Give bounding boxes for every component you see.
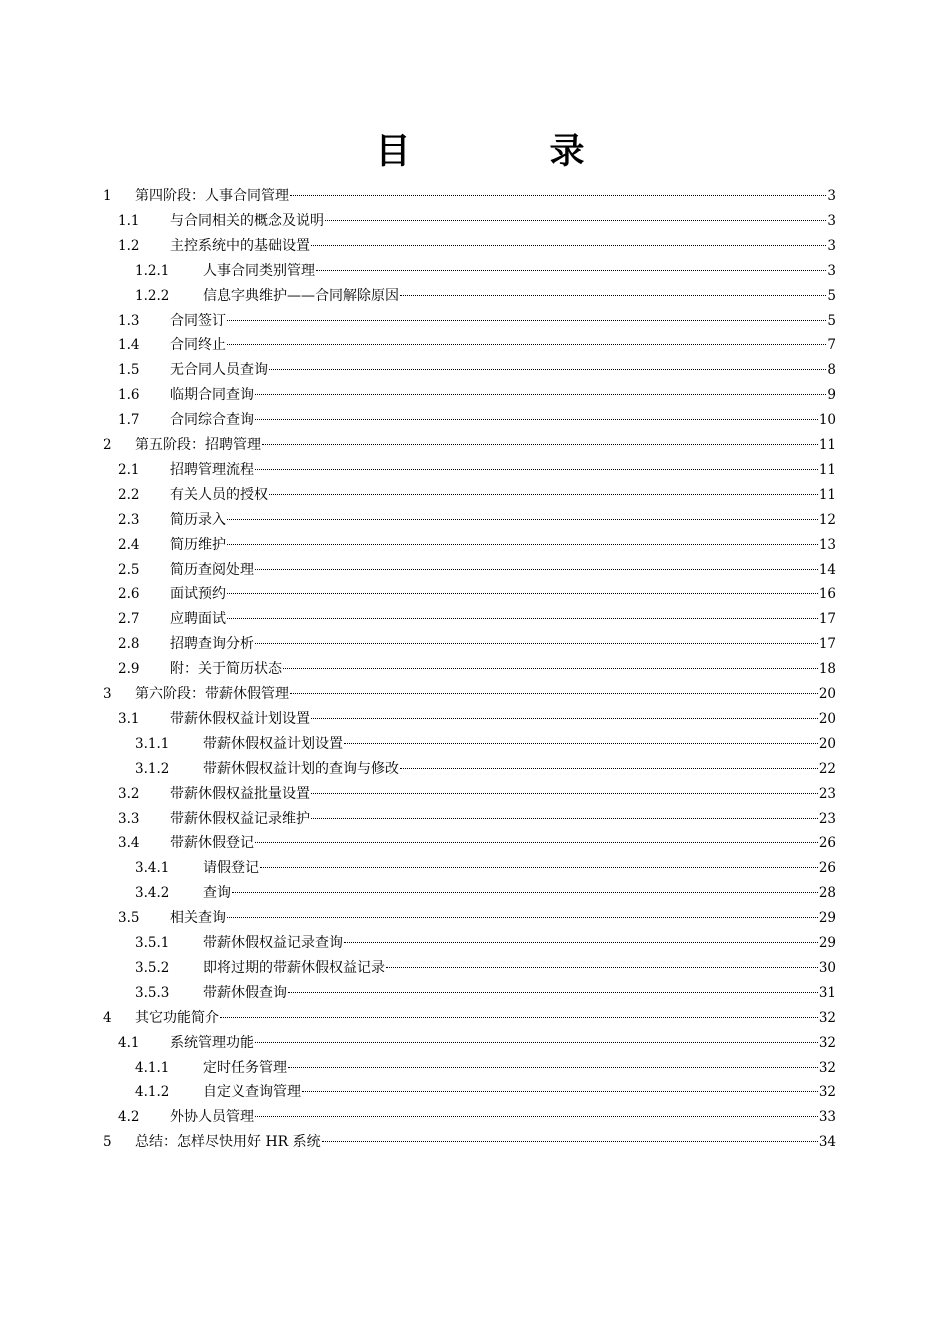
dot-leader <box>227 917 818 918</box>
toc-entry-number: 1.3 <box>118 312 140 329</box>
toc-entry-title[interactable]: 自定义查询管理 <box>203 1084 301 1101</box>
toc-entry-row <box>170 607 836 632</box>
toc-entry-number: 3.5.3 <box>135 984 170 1001</box>
toc-entry-number: 2.7 <box>118 611 140 628</box>
toc-entry-row <box>170 533 836 558</box>
toc-entry[interactable] <box>0 906 950 931</box>
toc-entry-row <box>203 956 836 981</box>
toc-entry-page-number: 22 <box>818 760 836 777</box>
toc-entry-row <box>170 358 836 383</box>
toc-entry-title[interactable]: 请假登记 <box>203 860 259 877</box>
toc-entry-page-number: 17 <box>818 636 836 653</box>
dot-leader <box>227 618 818 619</box>
dot-leader <box>302 1091 818 1092</box>
toc-entry-number: 1.6 <box>118 387 140 404</box>
dot-leader <box>311 793 818 794</box>
toc-entry-title[interactable]: 带薪休假权益计划设置 <box>203 735 343 752</box>
toc-entry-title[interactable]: 主控系统中的基础设置 <box>170 237 310 254</box>
dot-leader <box>255 394 826 395</box>
toc-entry-row <box>170 483 836 508</box>
toc-entry-page-number: 3 <box>827 262 836 279</box>
toc-entry-page-number: 16 <box>818 586 836 603</box>
toc-entry-page-number: 8 <box>827 362 836 379</box>
toc-entry-page-number: 3 <box>827 188 836 204</box>
toc-entry-page-number: 29 <box>818 910 836 927</box>
toc-entry[interactable] <box>0 657 950 682</box>
toc-entry-page-number: 32 <box>818 1034 836 1051</box>
toc-entry-page-number: 20 <box>818 686 836 702</box>
dot-leader <box>311 718 818 719</box>
toc-entry-title[interactable]: 第四阶段：人事合同管理 <box>135 188 289 204</box>
toc-entry-row <box>203 931 836 956</box>
dot-leader <box>283 668 818 669</box>
toc-entry-number: 2.8 <box>118 636 140 653</box>
toc-entry[interactable] <box>0 1031 950 1056</box>
dot-leader <box>322 1141 818 1142</box>
toc-entry[interactable] <box>0 607 950 632</box>
toc-entry-row <box>170 309 836 334</box>
toc-entry-row <box>135 1130 836 1155</box>
toc-entry-number: 1.2.2 <box>135 287 170 304</box>
toc-entry-page-number: 5 <box>827 312 836 329</box>
toc-entry[interactable] <box>0 981 950 1006</box>
toc-entry-title[interactable]: 定时任务管理 <box>203 1059 287 1076</box>
toc-entry-number: 4.2 <box>118 1109 140 1126</box>
toc-entry-number: 3.5.1 <box>135 935 170 951</box>
toc-entry-number: 2.4 <box>118 536 140 553</box>
toc-entry[interactable] <box>0 707 950 732</box>
toc-entry-number: 1.7 <box>118 412 140 429</box>
toc-entry-title[interactable]: 其它功能简介 <box>135 1009 219 1026</box>
toc-entry[interactable] <box>0 881 950 906</box>
toc-entry-page-number: 26 <box>818 835 836 852</box>
toc-entry[interactable] <box>0 358 950 383</box>
toc-entry-number: 3 <box>103 686 112 702</box>
toc-entry-number: 1.2.1 <box>135 262 170 279</box>
toc-entry[interactable] <box>0 757 950 782</box>
toc-entry-row <box>170 408 836 433</box>
toc-entry-number: 1.4 <box>118 337 140 354</box>
toc-entry-title[interactable]: 与合同相关的概念及说明 <box>170 212 324 229</box>
toc-entry-row <box>203 1080 836 1105</box>
dot-leader <box>220 1017 818 1018</box>
toc-entry-title[interactable]: 查询 <box>203 885 231 902</box>
toc-entry[interactable] <box>0 284 950 309</box>
toc-entry[interactable] <box>0 1105 950 1130</box>
toc-entry-page-number: 30 <box>818 959 836 976</box>
toc-entry-number: 4.1 <box>118 1034 140 1051</box>
toc-entry-row <box>203 757 836 782</box>
toc-entry-number: 3.4.2 <box>135 885 170 902</box>
toc-entry-row <box>170 782 836 807</box>
toc-entry[interactable] <box>0 383 950 408</box>
toc-entry-number: 3.1.1 <box>135 735 170 752</box>
toc-entry-row <box>135 1006 836 1031</box>
toc-entry[interactable] <box>0 732 950 757</box>
toc-entry[interactable] <box>0 259 950 284</box>
toc-entry-row <box>170 582 836 607</box>
toc-entry-row <box>135 184 836 209</box>
toc-entry-page-number: 14 <box>818 561 836 578</box>
toc-entry-page-number: 10 <box>818 412 836 429</box>
toc-entry-number: 3.4.1 <box>135 860 170 877</box>
dot-leader <box>316 270 826 271</box>
toc-entry-page-number: 20 <box>818 710 836 727</box>
toc-entry-title[interactable]: 简历维护 <box>170 536 226 553</box>
toc-entry-page-number: 12 <box>818 511 836 528</box>
toc-entry-page-number: 32 <box>818 1059 836 1076</box>
toc-entry-title[interactable]: 有关人员的授权 <box>170 486 268 503</box>
dot-leader <box>227 544 818 545</box>
dot-leader <box>255 419 818 420</box>
dot-leader <box>260 867 818 868</box>
dot-leader <box>288 992 818 993</box>
dot-leader <box>400 768 818 769</box>
toc-title: 目 录 <box>375 132 637 172</box>
toc-entry-page-number: 33 <box>818 1109 836 1126</box>
toc-entry-number: 4.1.2 <box>135 1084 170 1101</box>
toc-entry-title[interactable]: 相关查询 <box>170 910 226 927</box>
toc-entry[interactable] <box>0 682 950 707</box>
toc-entry-page-number: 11 <box>818 461 836 478</box>
toc-entry-number: 3.1 <box>118 710 140 727</box>
toc-entry[interactable] <box>0 558 950 583</box>
toc-entry-row <box>170 508 836 533</box>
toc-entry-title[interactable]: 总结：怎样尽快用好 HR 系统 <box>135 1134 321 1151</box>
toc-entry-page-number: 9 <box>827 387 836 404</box>
dot-leader <box>290 693 818 694</box>
dot-leader <box>325 220 826 221</box>
toc-entry-row <box>170 657 836 682</box>
toc-entry-row <box>170 831 836 856</box>
toc-entry-page-number: 28 <box>818 885 836 902</box>
toc-entry-row <box>170 383 836 408</box>
toc-entry[interactable] <box>0 533 950 558</box>
toc-entry-row <box>135 433 836 458</box>
toc-entry-title[interactable]: 合同终止 <box>170 337 226 354</box>
toc-entry-page-number: 11 <box>818 437 836 453</box>
toc-entry-number: 5 <box>103 1134 112 1151</box>
toc-entry-row <box>170 807 836 832</box>
toc-entry-number: 1.5 <box>118 362 140 379</box>
toc-entry-row <box>203 259 836 284</box>
dot-leader <box>255 1116 818 1117</box>
toc-entry-row <box>170 707 836 732</box>
toc-entry-row <box>170 906 836 931</box>
toc-entry-number: 1 <box>103 188 112 204</box>
toc-entry[interactable] <box>0 1130 950 1155</box>
toc-entry-page-number: 23 <box>818 785 836 802</box>
toc-entry-number: 2.1 <box>118 461 140 478</box>
toc-entry-number: 4 <box>103 1009 112 1026</box>
toc-entry-row <box>170 1105 836 1130</box>
dot-leader <box>255 469 818 470</box>
dot-leader <box>311 245 826 246</box>
toc-entry-row <box>170 458 836 483</box>
toc-entry-title[interactable]: 招聘查询分析 <box>170 636 254 653</box>
dot-leader <box>227 519 818 520</box>
dot-leader <box>290 195 826 196</box>
toc-entry-page-number: 3 <box>827 237 836 254</box>
toc-entry-page-number: 23 <box>818 810 836 827</box>
toc-entry-page-number: 31 <box>818 984 836 1001</box>
toc-entry[interactable] <box>0 309 950 334</box>
toc-entry-title[interactable]: 带薪休假登记 <box>170 835 254 852</box>
dot-leader <box>288 1067 818 1068</box>
dot-leader <box>255 1042 818 1043</box>
toc-entry-row <box>170 558 836 583</box>
toc-entry[interactable] <box>0 433 950 458</box>
toc-entry-row <box>170 234 836 259</box>
toc-entry-page-number: 17 <box>818 611 836 628</box>
toc-entry-number: 3.5 <box>118 910 140 927</box>
toc-entry-number: 3.1.2 <box>135 760 170 777</box>
toc-entry[interactable] <box>0 1056 950 1081</box>
toc-entry[interactable] <box>0 582 950 607</box>
toc-entry-title[interactable]: 简历录入 <box>170 511 226 528</box>
dot-leader <box>262 444 818 445</box>
toc-entry-title[interactable]: 即将过期的带薪休假权益记录 <box>203 959 385 976</box>
toc-entry-page-number: 26 <box>818 860 836 877</box>
toc-entry-number: 1.2 <box>118 237 140 254</box>
dot-leader <box>255 569 818 570</box>
toc-entry-row <box>203 981 836 1006</box>
toc-entry-row <box>203 881 836 906</box>
toc-entry-number: 2.9 <box>118 661 140 678</box>
toc-entry-title[interactable]: 第五阶段：招聘管理 <box>135 437 261 453</box>
toc-entry-number: 3.5.2 <box>135 959 170 976</box>
dot-leader <box>386 967 818 968</box>
toc-entry[interactable] <box>0 632 950 657</box>
toc-entry[interactable] <box>0 782 950 807</box>
toc-entry-title[interactable]: 外协人员管理 <box>170 1109 254 1126</box>
toc-entry-title[interactable]: 带薪休假权益记录查询 <box>203 935 343 951</box>
toc-entry-title[interactable]: 应聘面试 <box>170 611 226 628</box>
dot-leader <box>227 593 818 594</box>
dot-leader <box>227 344 826 345</box>
toc-entry-row <box>203 732 836 757</box>
toc-entry-number: 3.3 <box>118 810 140 827</box>
toc-entry[interactable] <box>0 333 950 358</box>
toc-entry-number: 2 <box>103 437 112 453</box>
toc-entry-title[interactable]: 第六阶段：带薪休假管理 <box>135 686 289 702</box>
toc-entry-title[interactable]: 带薪休假查询 <box>203 984 287 1001</box>
toc-entry-title[interactable]: 带薪休假权益计划设置 <box>170 710 310 727</box>
toc-entry-title[interactable]: 系统管理功能 <box>170 1034 254 1051</box>
toc-entry[interactable] <box>0 184 950 209</box>
toc-entry-title[interactable]: 合同综合查询 <box>170 412 254 429</box>
toc-entry-title[interactable]: 信息字典维护——合同解除原因 <box>203 287 399 304</box>
toc-entry[interactable] <box>0 408 950 433</box>
toc-entry-page-number: 13 <box>818 536 836 553</box>
toc-entry-title[interactable]: 附：关于简历状态 <box>170 661 282 678</box>
toc-entry-number: 2.3 <box>118 511 140 528</box>
toc-entry[interactable] <box>0 1080 950 1105</box>
toc-entry-page-number: 32 <box>818 1009 836 1026</box>
toc-entry[interactable] <box>0 1006 950 1031</box>
toc-entry-row <box>170 209 836 234</box>
toc-entry[interactable] <box>0 458 950 483</box>
toc-entry-title[interactable]: 临期合同查询 <box>170 387 254 404</box>
toc-entry[interactable] <box>0 209 950 234</box>
dot-leader <box>227 320 826 321</box>
toc-entry[interactable] <box>0 856 950 881</box>
toc-entry-title[interactable]: 无合同人员查询 <box>170 362 268 379</box>
toc-entry-number: 4.1.1 <box>135 1059 170 1076</box>
toc-entry[interactable] <box>0 483 950 508</box>
toc-entry-row <box>170 1031 836 1056</box>
toc-entry-page-number: 5 <box>827 287 836 304</box>
toc-entry[interactable] <box>0 508 950 533</box>
toc-entry-row <box>203 1056 836 1081</box>
toc-entry-title[interactable]: 面试预约 <box>170 586 226 603</box>
toc-entry-title[interactable]: 人事合同类别管理 <box>203 262 315 279</box>
toc-entry-number: 1.1 <box>118 212 140 229</box>
toc-entry-page-number: 32 <box>818 1084 836 1101</box>
dot-leader <box>232 892 818 893</box>
toc-entry-row <box>170 632 836 657</box>
toc-entry-page-number: 20 <box>818 735 836 752</box>
toc-entry-page-number: 34 <box>818 1134 836 1151</box>
toc-entry[interactable] <box>0 807 950 832</box>
dot-leader <box>255 643 818 644</box>
dot-leader <box>311 818 818 819</box>
toc-entry-title[interactable]: 招聘管理流程 <box>170 461 254 478</box>
toc-entry-title[interactable]: 带薪休假权益计划的查询与修改 <box>203 760 399 777</box>
toc-entry-row <box>135 682 836 707</box>
toc-entry-number: 3.4 <box>118 835 140 852</box>
dot-leader <box>400 295 826 296</box>
toc-entry[interactable] <box>0 931 950 956</box>
toc-entry-number: 2.2 <box>118 486 140 503</box>
toc-entry-number: 2.6 <box>118 586 140 603</box>
dot-leader <box>344 942 818 943</box>
toc-entry-title[interactable]: 带薪休假权益记录维护 <box>170 810 310 827</box>
toc-entry-row <box>203 284 836 309</box>
toc-entry-page-number: 7 <box>827 337 836 354</box>
toc-entry-page-number: 3 <box>827 212 836 229</box>
toc-entry-number: 2.5 <box>118 561 140 578</box>
dot-leader <box>255 842 818 843</box>
dot-leader <box>344 743 818 744</box>
toc-entry[interactable] <box>0 831 950 856</box>
toc-entry-title[interactable]: 合同签订 <box>170 312 226 329</box>
toc-entry-row <box>203 856 836 881</box>
dot-leader <box>269 369 826 370</box>
toc-entry-title[interactable]: 带薪休假权益批量设置 <box>170 785 310 802</box>
toc-entry-row <box>170 333 836 358</box>
toc-entry-page-number: 11 <box>818 486 836 503</box>
toc-entry-page-number: 29 <box>818 935 836 951</box>
toc-entry[interactable] <box>0 234 950 259</box>
toc-entry-page-number: 18 <box>818 661 836 678</box>
toc-entry-number: 3.2 <box>118 785 140 802</box>
dot-leader <box>269 494 818 495</box>
toc-entry-title[interactable]: 简历查阅处理 <box>170 561 254 578</box>
toc-entry[interactable] <box>0 956 950 981</box>
